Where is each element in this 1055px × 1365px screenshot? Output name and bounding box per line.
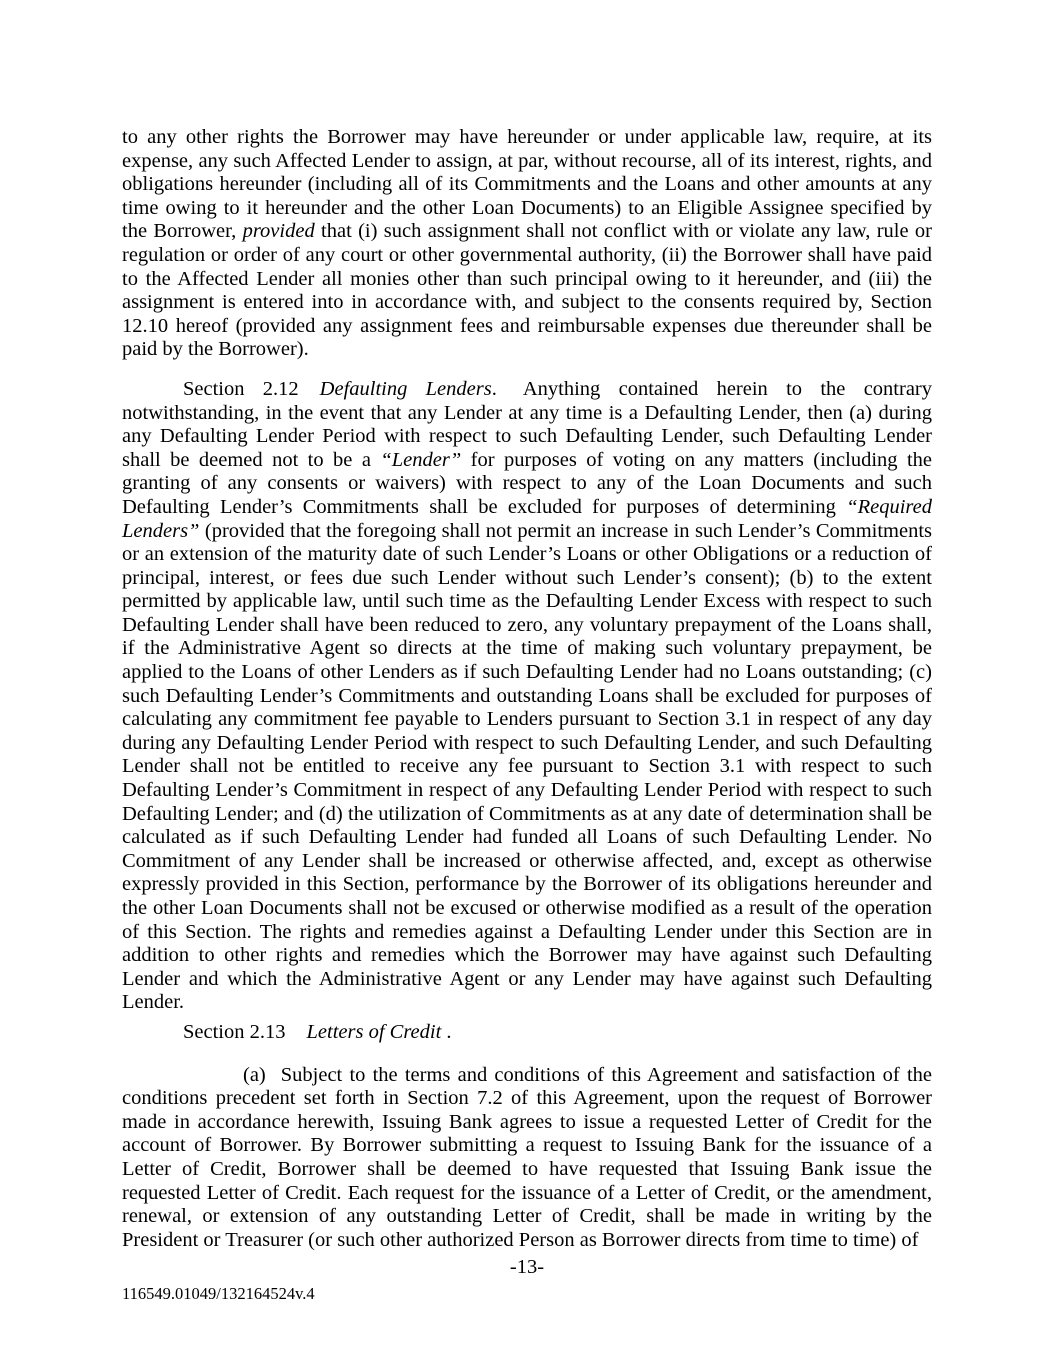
body-text-run: Anything contained herein to the contrary notwithstanding, in the event that any Lender at any time is a Defaulting Lender, then (a) during any Defaulting Lender Period with respect to such Defaulting Lender, such Defaulting Lender shall be deemed not to be a bbox=[122, 377, 932, 471]
subsection-label: (a) bbox=[243, 1063, 266, 1086]
body-text-run: to any other rights the Borrower may have hereunder or under applicable law, require, at its expense, any such Affected Lender to assign, at par, without recourse, all of its interest, rights, and obligations hereunder (including all of its Commitments and the Loans and other amounts at any time owing to it hereunder and the other Loan Documents) to an Eligible Assignee specified by the Borrower, bbox=[122, 126, 932, 243]
paragraph-continuation bbox=[122, 126, 932, 362]
body-text-run: (provided that the foregoing shall not permit an increase in such Lender’s Commitments or an extension of the maturity date of such Lender’s Loans or other Obligations or a reduction of principal, interest, or fees due such Lender without such Lender’s consent); (b) to the extent permitted by applicable law, until such time as the Defaulting Lender Excess with respect to such Defaulting Lender shall have been reduced to zero, any voluntary prepayment of the Loans shall, if the Administrative Agent so directs at the time of making such voluntary prepayment, be applied to the Loans of other Lenders as if such Defaulting Lender had no Loans outstanding; (c) such Defaulting Lender’s Commitments and outstanding Loans shall be excluded for purposes of calculating any commitment fee payable to Lenders pursuant to Section 3.1 in respect of any day during any Defaulting Lender Period with respect to such Defaulting Lender, and such Defaulting Lender shall not be entitled to receive any fee pursuant to Section 3.1 with respect to such Defaulting Lender’s Commitment in respect of any Defaulting Lender Period with respect to such Defaulting Lender; and (d) the utilization of Commitments as at any date of determination shall be calculated as if such Defaulting Lender had funded all Loans of such Defaulting Lender. No Commitment of any Lender shall be increased or otherwise affected, and, except as otherwise expressly provided in this Section, performance by the Borrower of its obligations hereunder and the other Loan Documents shall not be excused or otherwise modified as a result of the operation of this Section. The rights and remedies against a Defaulting Lender under this Section are in addition to other rights and remedies which the Borrower may have against such Defaulting Lender and which the Administrative Agent or any Lender may have against such Defaulting Lender. bbox=[122, 519, 932, 1014]
section-number: Section 2.13 bbox=[183, 1020, 286, 1043]
body-text-run-italic: provided bbox=[242, 220, 315, 243]
page-number: -13- bbox=[509, 1256, 545, 1278]
body-text-run: . bbox=[491, 377, 497, 400]
body-text-run: Subject to the terms and conditions of this Agreement and satisfaction of the conditions precedent set forth in Section 7.2 of this Agreement, upon the request of Borrower made in accordance herewith, Issuing Bank agrees to issue a requested Letter of Credit for the account of Borrower. By Borrower submitting a request to Issuing Bank for the issuance of a Letter of Credit, Borrower shall be deemed to have requested that Issuing Bank issue the requested Letter of Credit. Each request for the issuance of a Letter of Credit, or the amendment, renewal, or extension of any outstanding Letter of Credit, shall be made in writing by the President or Treasurer (or such other authorized Person as Borrower directs from time to time) of bbox=[122, 1063, 932, 1251]
body-text-run: for purposes of voting on any matters (including the granting of any consents or waivers) with respect to any of the Loan Documents and such Defaulting Lender’s Commitments shall be excluded for purposes of determining bbox=[122, 448, 933, 518]
paragraph-section-2-12 bbox=[122, 378, 932, 1015]
document-id-footer: 116549.01049/132164524v.4 bbox=[122, 1284, 315, 1303]
section-title: Letters of Credit bbox=[306, 1020, 442, 1043]
section-title-suffix: . bbox=[441, 1020, 452, 1043]
heading-section-2-13 bbox=[122, 1021, 932, 1045]
page-body bbox=[122, 126, 932, 1252]
paragraph-subsection-a bbox=[122, 1064, 932, 1253]
body-text-run: that (i) such assignment shall not conflict with or violate any law, rule or regulation or order of any court or other governmental authority, (ii) the Borrower shall have paid to the Affected Lender all monies other than such principal owing to it hereunder, and (iii) the assignment is entered into in accordance with, and subject to the consents required by, Section 12.10 hereof (provided any assignment fees and reimbursable expenses due thereunder shall be paid by the Borrower). bbox=[122, 220, 932, 361]
body-text-run-italic: “Lender” bbox=[380, 448, 462, 471]
section-number: Section 2.12 bbox=[183, 377, 299, 400]
body-text-run-italic: “Required Lenders” bbox=[122, 495, 932, 542]
section-title: Defaulting Lenders bbox=[319, 377, 492, 400]
